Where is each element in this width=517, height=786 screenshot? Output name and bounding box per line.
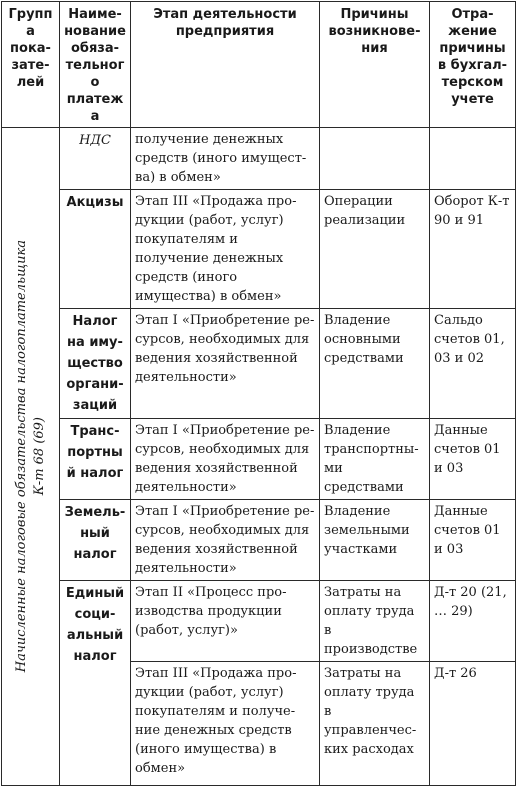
table-row	[2, 190, 516, 309]
table-row	[2, 128, 516, 190]
tax-name: Транс-портный налог	[60, 419, 131, 500]
cause-cell	[320, 128, 430, 190]
stage-cell: Этап I «Приобретение ре-сурсов, необходимых для ведения хозяйственной деятельности»	[131, 500, 320, 581]
header-row	[2, 2, 516, 128]
group-cell	[2, 128, 60, 786]
reflection-cell: Д-т 26	[430, 662, 516, 786]
stage-cell: Этап III «Продажа про-дукции (работ, услуг) покупателям и получе-ние денежных средств (иного имущества) в обмен»	[131, 662, 320, 786]
stage-cell: получение денежных средств (иного имущест-ва) в обмен»	[131, 128, 320, 190]
reflection-cell: Оборот К-т 90 и 91	[430, 190, 516, 309]
tax-name: Единый соци-альный налог	[60, 581, 131, 786]
reflection-cell: Данные счетов 01 и 03	[430, 500, 516, 581]
stage-cell: Этап I «Приобретение ре-сурсов, необходимых для ведения хозяйственной деятельности»	[131, 309, 320, 419]
table-row	[2, 581, 516, 662]
tax-name: Акцизы	[60, 190, 131, 309]
tax-name: Земель-ный налог	[60, 500, 131, 581]
cause-cell: Владение земельными участками	[320, 500, 430, 581]
header-causes: Причины возникнове-ния	[320, 2, 430, 128]
tax-name: НДС	[60, 128, 131, 190]
header-name: Наиме-нование обяза-тельного платежа	[60, 2, 131, 128]
cause-cell: Затраты на оплату труда в производстве	[320, 581, 430, 662]
cause-cell: Операции реализации	[320, 190, 430, 309]
cause-cell: Владение основными средствами	[320, 309, 430, 419]
header-stage: Этап деятельности предприятия	[131, 2, 320, 128]
group-label: Начисленные налоговые обязательства налогоплательщика К-т 68 (69)	[13, 240, 47, 673]
reflection-cell: Данные счетов 01 и 03	[430, 419, 516, 500]
header-reflection: Отра-жение причины в бухгал-терском учете	[430, 2, 516, 128]
reflection-cell: Сальдо счетов 01, 03 и 02	[430, 309, 516, 419]
table-row	[2, 309, 516, 419]
stage-cell: Этап III «Продажа про-дукции (работ, услуг) покупателям и получение денежных средств (иного имущества) в обмен»	[131, 190, 320, 309]
stage-cell: Этап II «Процесс про-изводства продукции (работ, услуг)»	[131, 581, 320, 662]
stage-cell: Этап I «Приобретение ре-сурсов, необходимых для ведения хозяйственной деятельности»	[131, 419, 320, 500]
tax-name: Налог на иму-щество органи-заций	[60, 309, 131, 419]
cause-cell: Затраты на оплату труда в управленчес-ких расходах	[320, 662, 430, 786]
reflection-cell: Д-т 20 (21, … 29)	[430, 581, 516, 662]
table-row	[2, 500, 516, 581]
reflection-cell	[430, 128, 516, 190]
tax-obligations-table	[1, 1, 516, 786]
header-group: Группа пока-зате-лей	[2, 2, 60, 128]
cause-cell: Владение транспортны-ми средствами	[320, 419, 430, 500]
table-row	[2, 419, 516, 500]
